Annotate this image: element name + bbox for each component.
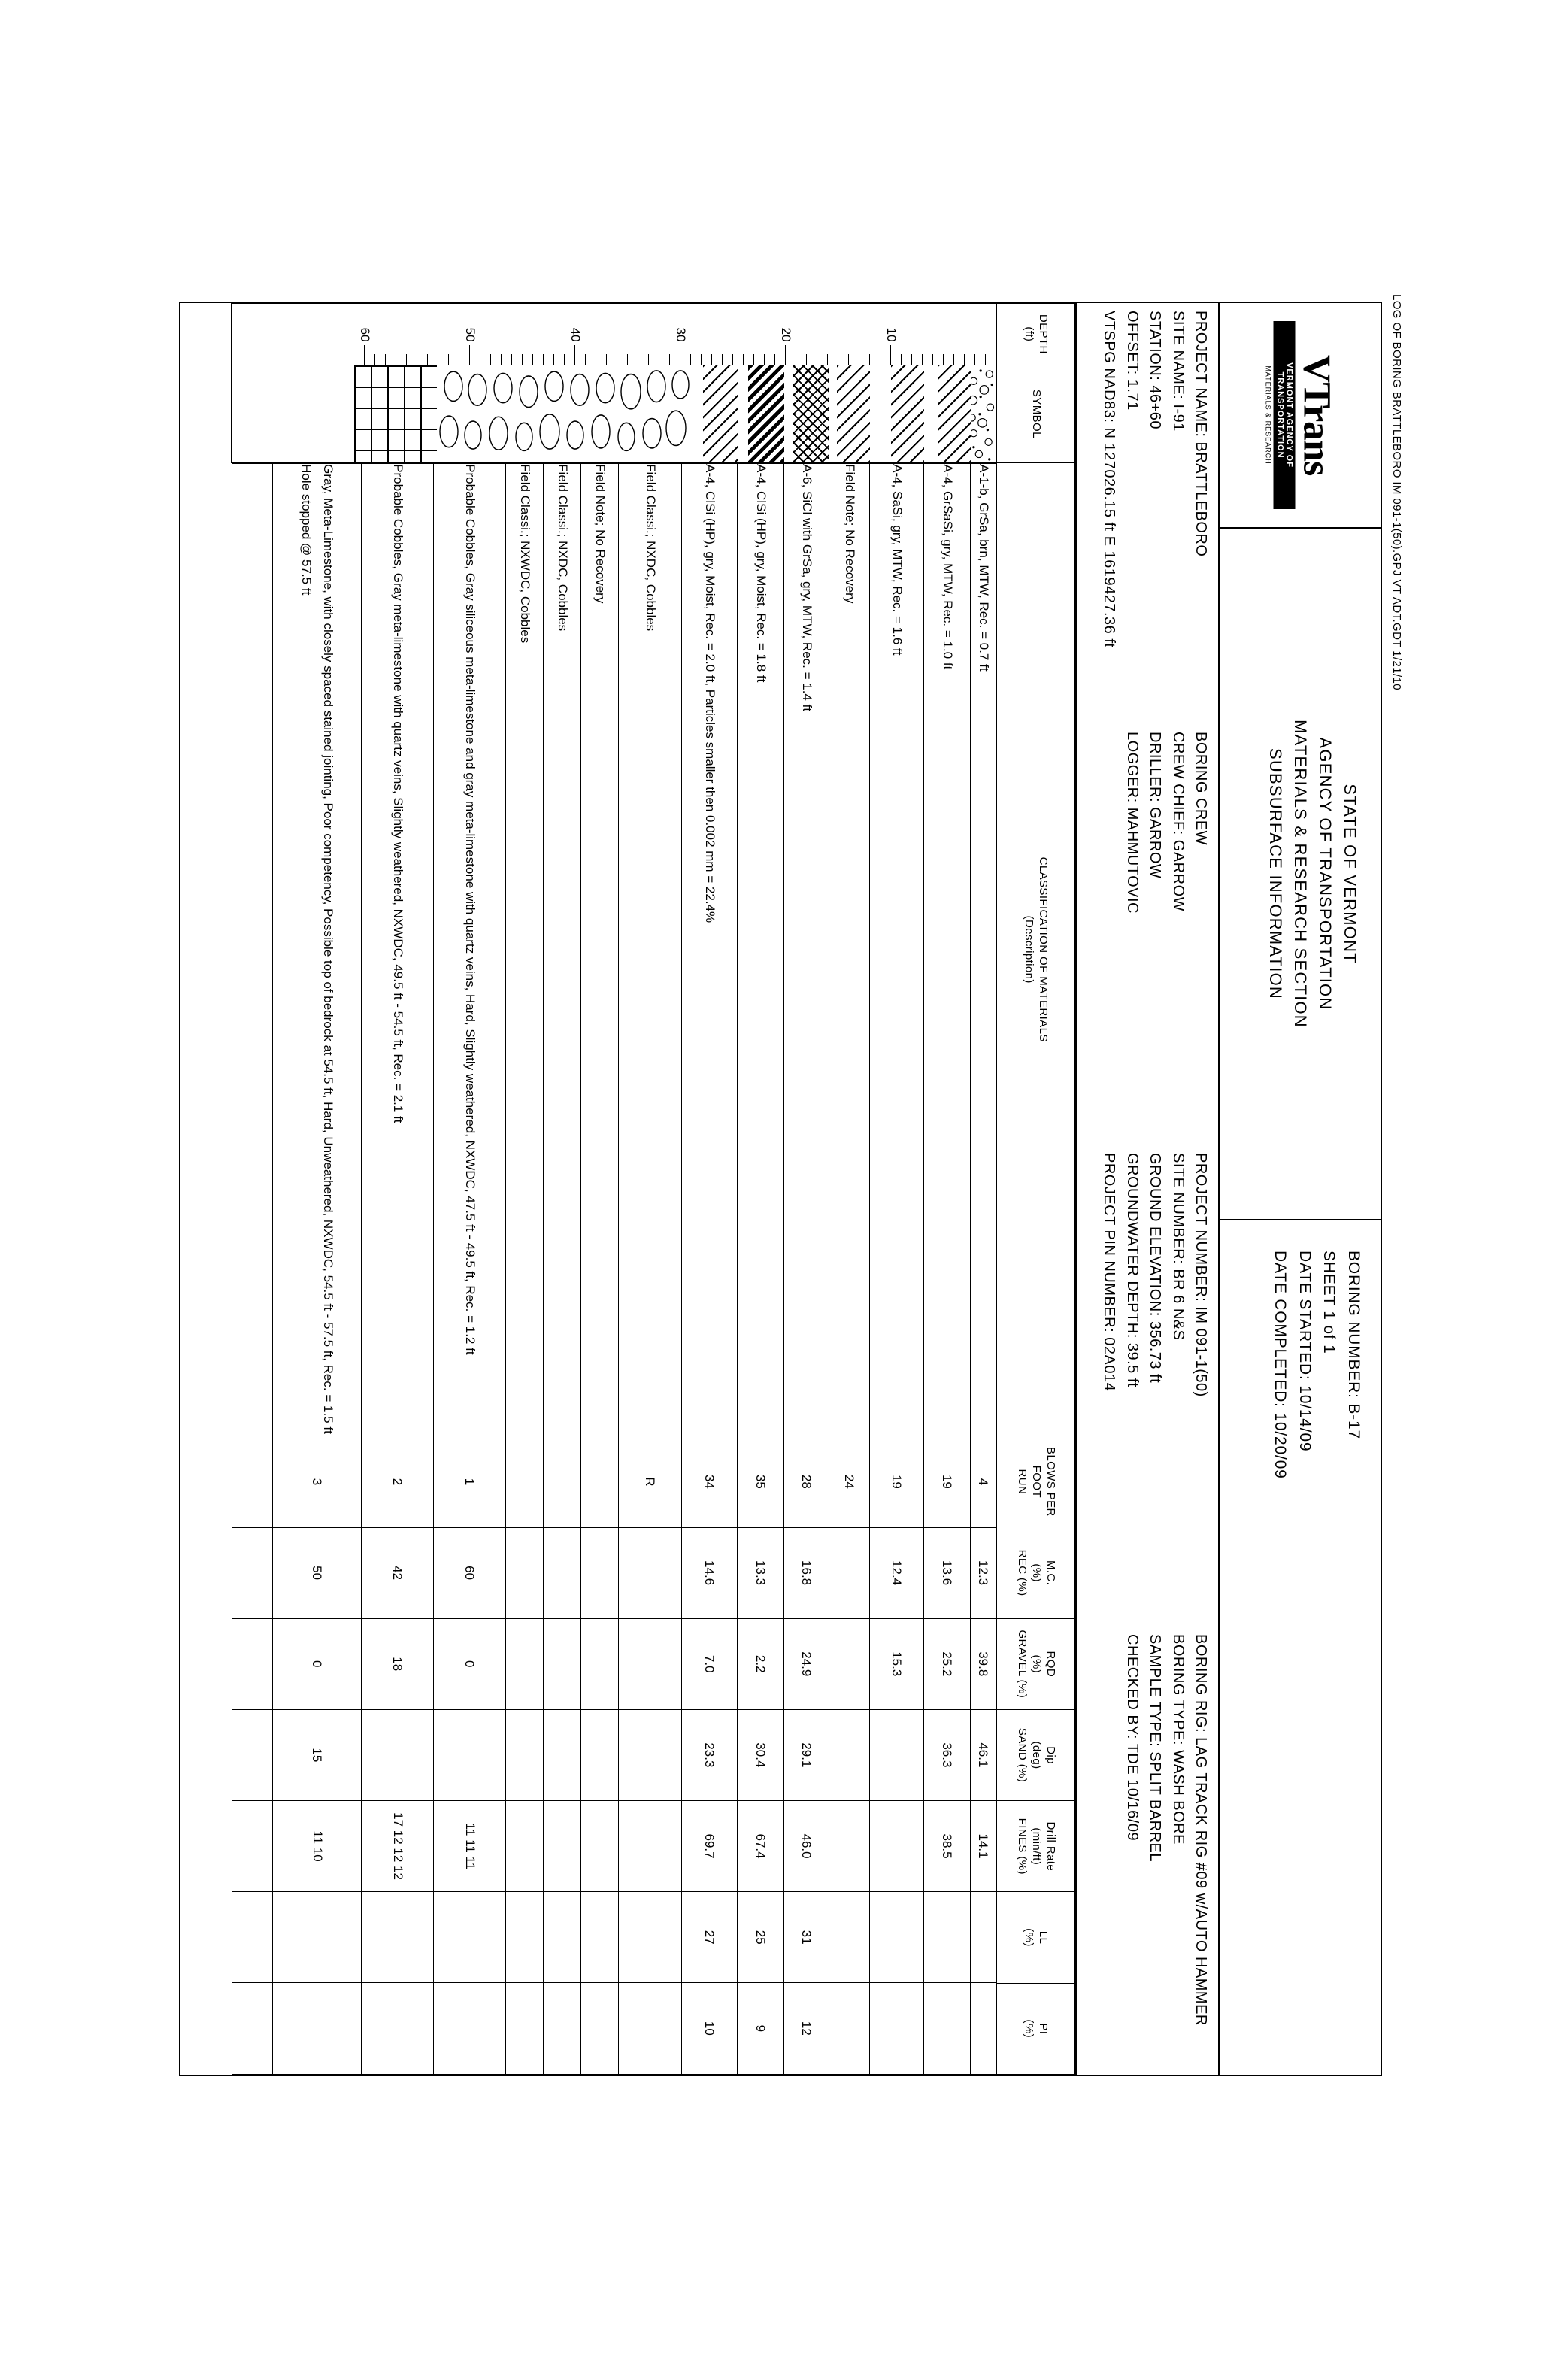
rate-cell	[506, 1800, 544, 1891]
info-row	[1190, 1634, 1212, 2075]
header-classification-unit: (Description)	[1023, 915, 1036, 984]
dip-cell: 29.1	[784, 1709, 829, 1800]
ll-cell	[829, 1891, 870, 1982]
header-rate-name: Drill Rate	[1044, 1821, 1057, 1871]
header-mc-unit: (%)	[1029, 1563, 1043, 1582]
boring-number-row	[1341, 1251, 1365, 2075]
project-number-value: IM 091-1(50)	[1193, 1305, 1209, 1397]
site-number-label: SITE NUMBER:	[1169, 1152, 1187, 1264]
project-info-column-4	[1077, 1627, 1218, 2075]
dip-cell	[434, 1709, 506, 1800]
blows-cell: 35	[738, 1436, 784, 1527]
info-row	[1098, 311, 1120, 724]
table-row	[362, 463, 434, 2073]
blows-cell: 2	[362, 1436, 434, 1527]
ll-cell	[971, 1891, 996, 1982]
ground-elevation-value: 356.73 ft	[1147, 1320, 1164, 1383]
groundwater-depth-value: 39.5 ft	[1123, 1342, 1141, 1387]
blows-cell: 19	[870, 1436, 924, 1527]
mc-cell: 12.4	[870, 1527, 924, 1618]
symbol-hatch-band-4	[703, 365, 738, 462]
dip-cell: 30.4	[738, 1709, 784, 1800]
rate-cell	[870, 1800, 924, 1891]
header-depth-name: DEPTH	[1037, 314, 1050, 354]
hole-stopped-note: Hole stopped @ 57.5 ft	[299, 463, 314, 595]
header-classification	[997, 462, 1075, 1436]
header-rqd-sub: GRAVEL (%)	[1016, 1629, 1029, 1698]
rqd-cell: 24.9	[784, 1618, 829, 1709]
description-cell	[273, 463, 362, 1436]
ll-cell-empty	[232, 1891, 273, 1982]
boring-log-sheet	[159, 288, 1408, 2093]
header-rate-unit: (min/ft)	[1029, 1827, 1043, 1865]
sheet-frame	[179, 302, 1382, 2076]
groundwater-depth-label: GROUNDWATER DEPTH:	[1123, 1152, 1141, 1339]
description-cell-empty	[232, 463, 273, 1436]
info-row	[1144, 732, 1166, 1145]
symbol-hatch-band-1	[938, 365, 971, 462]
title-block	[1218, 303, 1381, 2075]
pi-cell-empty	[232, 1982, 273, 2073]
boring-type-value: WASH BORE	[1169, 1749, 1187, 1845]
title-line-2: AGENCY OF TRANSPORTATION	[1316, 737, 1335, 1010]
logo-subtitle-2: MATERIALS & RESEARCH	[1264, 365, 1272, 465]
project-pin-label: PROJECT PIN NUMBER:	[1101, 1152, 1118, 1332]
pi-cell: 12	[784, 1982, 829, 2073]
info-row	[1120, 311, 1143, 724]
dip-cell	[544, 1709, 581, 1800]
rate-cell: 11 11 11	[434, 1800, 506, 1891]
rqd-cell: 25.2	[924, 1618, 971, 1709]
info-row	[1120, 1634, 1143, 2075]
pi-cell: 10	[682, 1982, 738, 2073]
rqd-cell: 2.2	[738, 1618, 784, 1709]
rate-cell: 46.0	[784, 1800, 829, 1891]
header-liquid-limit	[997, 1891, 1075, 1982]
rqd-cell	[829, 1618, 870, 1709]
symbol-column	[232, 365, 997, 463]
boring-number-value: B-17	[1345, 1402, 1362, 1439]
mc-cell: 42	[362, 1527, 434, 1618]
depth-scale	[232, 304, 997, 365]
table-row	[581, 463, 619, 2073]
project-name-value: BRATTLEBORO	[1193, 441, 1209, 556]
vtspg-value: N 127026.15 ft E 1619427.36 ft	[1101, 426, 1118, 647]
header-dip-sub: SAND (%)	[1016, 1727, 1029, 1782]
description-cell: A-4, ClSi (HP), gry, Moist, Rec. = 2.0 ft, Particles smaller then 0.002 mm = 22.4%	[682, 463, 738, 1436]
info-row	[1144, 1634, 1166, 2075]
checked-by-value: TDE 10/16/09	[1123, 1743, 1141, 1841]
depth-label-40: 40	[568, 327, 583, 342]
date-completed-label: DATE COMPLETED:	[1271, 1250, 1290, 1408]
rqd-cell	[619, 1618, 682, 1709]
project-pin-value: 02A014	[1101, 1336, 1118, 1391]
pi-cell	[971, 1982, 996, 2073]
blows-cell	[544, 1436, 581, 1527]
table-row	[829, 463, 870, 2073]
table-row	[870, 463, 924, 2073]
info-row	[1166, 732, 1189, 1145]
description-cell: A-4, SaSi, gry, MTW, Rec. = 1.6 ft	[870, 463, 924, 1436]
table-row	[273, 463, 362, 2073]
sheet-number-row	[1317, 1251, 1341, 2075]
rate-cell: 38.5	[924, 1800, 971, 1891]
info-row	[1166, 1153, 1189, 1627]
rate-cell: 69.7	[682, 1800, 738, 1891]
header-drill-rate	[997, 1800, 1075, 1891]
symbol-hatch-band-3	[837, 365, 870, 462]
checked-by-label: CHECKED BY:	[1123, 1633, 1141, 1739]
blows-cell: 19	[924, 1436, 971, 1527]
pi-cell	[829, 1982, 870, 2073]
project-name-label: PROJECT NAME:	[1193, 310, 1209, 437]
info-row	[1166, 311, 1189, 724]
site-number-value: BR 6 N&S	[1169, 1268, 1187, 1340]
header-symbol-name: SYMBOL	[1029, 389, 1043, 438]
table-row-filler	[232, 463, 273, 2073]
header-dip-name: Dip	[1044, 1745, 1057, 1764]
boring-crew-label: BORING CREW	[1193, 731, 1209, 845]
rqd-cell: 18	[362, 1618, 434, 1709]
mc-cell	[506, 1527, 544, 1618]
mc-cell	[544, 1527, 581, 1618]
pi-cell	[581, 1982, 619, 2073]
logo-subtitle: VERMONT AGENCY OF TRANSPORTATION	[1274, 321, 1296, 509]
ground-elevation-label: GROUND ELEVATION:	[1147, 1152, 1164, 1317]
sample-type-label: SAMPLE TYPE:	[1147, 1633, 1164, 1747]
rqd-cell-empty	[232, 1618, 273, 1709]
mc-cell: 50	[273, 1527, 362, 1618]
info-row	[1144, 311, 1166, 724]
dip-cell: 46.1	[971, 1709, 996, 1800]
logo-wordmark: VTrans	[1295, 354, 1338, 475]
dip-cell: 15	[273, 1709, 362, 1800]
date-completed-value: 10/20/09	[1271, 1411, 1290, 1479]
table-row	[924, 463, 971, 2073]
project-number-label: PROJECT NUMBER:	[1193, 1152, 1209, 1302]
header-ll-name: LL	[1037, 1930, 1050, 1944]
pi-cell	[434, 1982, 506, 2073]
info-row	[1166, 1634, 1189, 2075]
header-symbol	[997, 365, 1075, 463]
header-dip	[997, 1709, 1075, 1800]
rate-cell: 17 12 12 12	[362, 1800, 434, 1891]
blows-cell: 24	[829, 1436, 870, 1527]
ll-cell	[434, 1891, 506, 1982]
ll-cell	[544, 1891, 581, 1982]
description-cell: Probable Cobbles, Gray meta-limestone with quartz veins, Slightly weathered, NXWDC, 49.5 ft - 54.5 ft, Rec. = 2.1 ft	[362, 463, 434, 1436]
info-row	[1098, 1153, 1120, 1627]
header-pi-unit: (%)	[1023, 2019, 1036, 2038]
date-started-label: DATE STARTED:	[1296, 1250, 1314, 1381]
date-started-row	[1292, 1251, 1317, 2075]
sample-type-value: SPLIT BARREL	[1147, 1751, 1164, 1862]
table-row	[506, 463, 544, 2073]
title-line-3: MATERIALS & RESEARCH SECTION	[1291, 719, 1310, 1028]
info-row	[1120, 1153, 1143, 1627]
description-cell: Field Classi.; NXDC, Cobbles	[619, 463, 682, 1436]
header-ll-unit: (%)	[1023, 1927, 1036, 1947]
header-rqd-unit: (%)	[1029, 1654, 1043, 1673]
rate-cell	[619, 1800, 682, 1891]
rate-cell-empty	[232, 1800, 273, 1891]
rqd-cell	[581, 1618, 619, 1709]
ll-cell: 25	[738, 1891, 784, 1982]
header-moisture-content	[997, 1527, 1075, 1617]
rqd-cell: 7.0	[682, 1618, 738, 1709]
dip-cell	[581, 1709, 619, 1800]
dip-cell	[829, 1709, 870, 1800]
symbol-cobbles-band	[437, 365, 693, 462]
title-line-1: STATE OF VERMONT	[1341, 783, 1359, 964]
project-info-column-2	[1077, 724, 1218, 1145]
table-body-row	[232, 303, 997, 2074]
mc-cell: 60	[434, 1527, 506, 1618]
boring-identification-block	[1220, 1220, 1381, 2075]
boring-log-table	[232, 303, 1076, 2075]
driller-label: DRILLER:	[1147, 731, 1164, 802]
blows-cell: 4	[971, 1436, 996, 1527]
crew-chief-value: GARROW	[1169, 839, 1187, 911]
driller-value: GARROW	[1147, 806, 1164, 878]
table-row	[682, 463, 738, 2073]
mc-cell: 13.6	[924, 1527, 971, 1618]
crew-chief-label: CREW CHIEF:	[1169, 731, 1187, 835]
rqd-cell	[544, 1618, 581, 1709]
log-entries-region	[232, 462, 997, 2074]
header-rate-sub: FINES (%)	[1016, 1818, 1029, 1875]
pi-cell	[619, 1982, 682, 2073]
table-row	[784, 463, 829, 2073]
depth-label-10: 10	[884, 327, 899, 342]
header-blows-name: BLOWS PER FOOT	[1029, 1446, 1057, 1517]
title-line-4: SUBSURFACE INFORMATION	[1266, 747, 1285, 999]
ll-cell	[273, 1891, 362, 1982]
mc-cell: 12.3	[971, 1527, 996, 1618]
header-mc-name: M.C.	[1044, 1560, 1057, 1585]
rqd-cell: 39.8	[971, 1618, 996, 1709]
dip-cell: 23.3	[682, 1709, 738, 1800]
description-cell: Field Note; No Recovery	[829, 463, 870, 1436]
header-depth	[997, 303, 1075, 365]
rate-cell	[581, 1800, 619, 1891]
header-classification-name: CLASSIFICATION OF MATERIALS	[1037, 856, 1050, 1042]
description-cell: Probable Cobbles, Gray siliceous meta-limestone and gray meta-limestone with quartz veins, Hard, Slightly weathered, NXWDC, 47.5 ft - 49.5 ft, Rec. = 1.2 ft	[434, 463, 506, 1436]
symbol-gravel-sand	[971, 365, 996, 462]
table-row	[971, 463, 996, 2073]
sheet-value: 1 of 1	[1320, 1310, 1338, 1354]
blows-cell	[506, 1436, 544, 1527]
project-info-column-1	[1077, 303, 1218, 724]
symbol-hatch-band-2	[891, 365, 924, 462]
dip-cell: 36.3	[924, 1709, 971, 1800]
pi-cell	[362, 1982, 434, 2073]
boring-rig-value: LAG TRACK RIG #09 w/AUTO HAMMER	[1193, 1736, 1209, 2026]
table-row	[738, 463, 784, 2073]
logger-value: MAHMUTOVIC	[1123, 807, 1141, 914]
header-rqd	[997, 1618, 1075, 1709]
rate-cell: 67.4	[738, 1800, 784, 1891]
depth-label-50: 50	[463, 327, 477, 342]
header-pi-name: PI	[1037, 2022, 1050, 2034]
mc-cell	[829, 1527, 870, 1618]
header-dip-unit: (deg)	[1029, 1741, 1043, 1769]
rate-cell: 14.1	[971, 1800, 996, 1891]
date-started-value: 10/14/09	[1296, 1384, 1314, 1451]
description-text: Gray, Meta-Limestone, with closely spaced stained jointing, Poor competency, Possible top of bedrock at 54.5 ft, Hard, Unweathered, NXWDC, 54.5 ft - 57.5 ft, Rec. = 1.5 ft	[320, 463, 335, 1434]
ll-cell	[581, 1891, 619, 1982]
depth-label-20: 20	[779, 327, 793, 342]
rate-cell: 11 10	[273, 1800, 362, 1891]
symbol-dense-hatch-band	[748, 365, 784, 462]
rate-cell	[544, 1800, 581, 1891]
info-row	[1190, 311, 1212, 724]
header-plasticity-index	[997, 1983, 1075, 2074]
pi-cell	[870, 1982, 924, 2073]
blows-cell-empty	[232, 1436, 273, 1527]
blows-cell: 3	[273, 1436, 362, 1527]
mc-cell	[581, 1527, 619, 1618]
pi-cell	[506, 1982, 544, 2073]
dip-cell	[870, 1709, 924, 1800]
rqd-cell: 0	[434, 1618, 506, 1709]
blows-cell: 34	[682, 1436, 738, 1527]
info-row	[1144, 1153, 1166, 1627]
station-label: STATION:	[1147, 310, 1164, 380]
pi-cell: 9	[738, 1982, 784, 2073]
ll-cell: 31	[784, 1891, 829, 1982]
table-row	[619, 463, 682, 2073]
project-info-column-3	[1077, 1145, 1218, 1627]
depth-label-30: 30	[674, 327, 688, 342]
site-name-label: SITE NAME:	[1169, 310, 1187, 399]
depth-label-60: 60	[358, 327, 372, 342]
description-cell: A-4, GrSaSi, gry, MTW, Rec. = 1.0 ft	[924, 463, 971, 1436]
rate-cell	[829, 1800, 870, 1891]
ll-cell	[924, 1891, 971, 1982]
offset-label: OFFSET:	[1123, 310, 1141, 375]
info-row	[1190, 732, 1212, 1145]
description-cell: Field Note; No Recovery	[581, 463, 619, 1436]
ll-cell: 27	[682, 1891, 738, 1982]
mc-cell-empty	[232, 1527, 273, 1618]
symbol-crosshatch-band	[793, 365, 829, 462]
description-cell: A-4, ClSi (HP), gry, Moist, Rec. = 1.8 ft	[738, 463, 784, 1436]
header-blows-sub: RUN	[1016, 1469, 1029, 1494]
boring-log-table-wrapper	[180, 303, 1075, 2075]
mc-cell: 13.3	[738, 1527, 784, 1618]
mc-cell	[619, 1527, 682, 1618]
log-entries-table	[232, 463, 996, 2074]
blows-cell: 28	[784, 1436, 829, 1527]
ll-cell	[506, 1891, 544, 1982]
sheet-label: SHEET	[1320, 1250, 1338, 1306]
header-rqd-name: RQD	[1044, 1651, 1057, 1677]
vtspg-label: VTSPG NAD83:	[1101, 310, 1118, 423]
logger-label: LOGGER:	[1123, 731, 1141, 803]
rqd-cell	[506, 1618, 544, 1709]
header-mc-sub: REC (%)	[1016, 1549, 1029, 1596]
rqd-cell: 15.3	[870, 1618, 924, 1709]
sheet-title	[1220, 529, 1381, 1220]
file-header-text: LOG OF BORING BRATTLEBORO IM 091-1(50).GPJ VT ADT.GDT 1/21/10	[1390, 293, 1403, 690]
dip-cell	[619, 1709, 682, 1800]
date-completed-row	[1268, 1251, 1293, 2075]
info-row	[1120, 732, 1143, 1145]
ll-cell	[362, 1891, 434, 1982]
boring-number-label: BORING NUMBER:	[1345, 1250, 1362, 1399]
dip-cell-empty	[232, 1709, 273, 1800]
dip-cell	[506, 1709, 544, 1800]
rqd-cell: 0	[273, 1618, 362, 1709]
table-row	[544, 463, 581, 2073]
site-name-value: I-91	[1169, 403, 1187, 432]
ll-cell	[870, 1891, 924, 1982]
description-cell: A-1-b, GrSa, brn, MTW, Rec. = 0.7 ft	[971, 463, 996, 1436]
depth-scale-column	[232, 303, 997, 365]
description-cell: Field Classi.; NXWDC, Cobbles	[506, 463, 544, 1436]
pi-cell	[273, 1982, 362, 2073]
dip-cell	[362, 1709, 434, 1800]
station-value: 46+60	[1147, 384, 1164, 429]
blows-cell: R	[619, 1436, 682, 1527]
description-cell: A-6, SiCl with GrSa, gry, MTW, Rec. = 1.4 ft	[784, 463, 829, 1436]
description-cell: Field Classi.; NXDC, Cobbles	[544, 463, 581, 1436]
blows-cell	[581, 1436, 619, 1527]
header-blows	[997, 1436, 1075, 1527]
mc-cell: 14.6	[682, 1527, 738, 1618]
table-row	[434, 463, 506, 2073]
agency-logo	[1220, 303, 1381, 529]
boring-rig-label: BORING RIG:	[1193, 1633, 1209, 1733]
symbol-limestone-bedrock-band	[354, 365, 437, 462]
mc-cell: 16.8	[784, 1527, 829, 1618]
offset-value: 1.71	[1123, 379, 1141, 411]
project-info-band	[1075, 303, 1218, 2075]
pi-cell	[544, 1982, 581, 2073]
header-depth-unit: (ft)	[1023, 326, 1036, 341]
pi-cell	[924, 1982, 971, 2073]
ll-cell	[619, 1891, 682, 1982]
boring-type-label: BORING TYPE:	[1169, 1633, 1187, 1745]
blows-cell: 1	[434, 1436, 506, 1527]
info-row	[1190, 1153, 1212, 1627]
table-header-row	[997, 303, 1075, 2074]
